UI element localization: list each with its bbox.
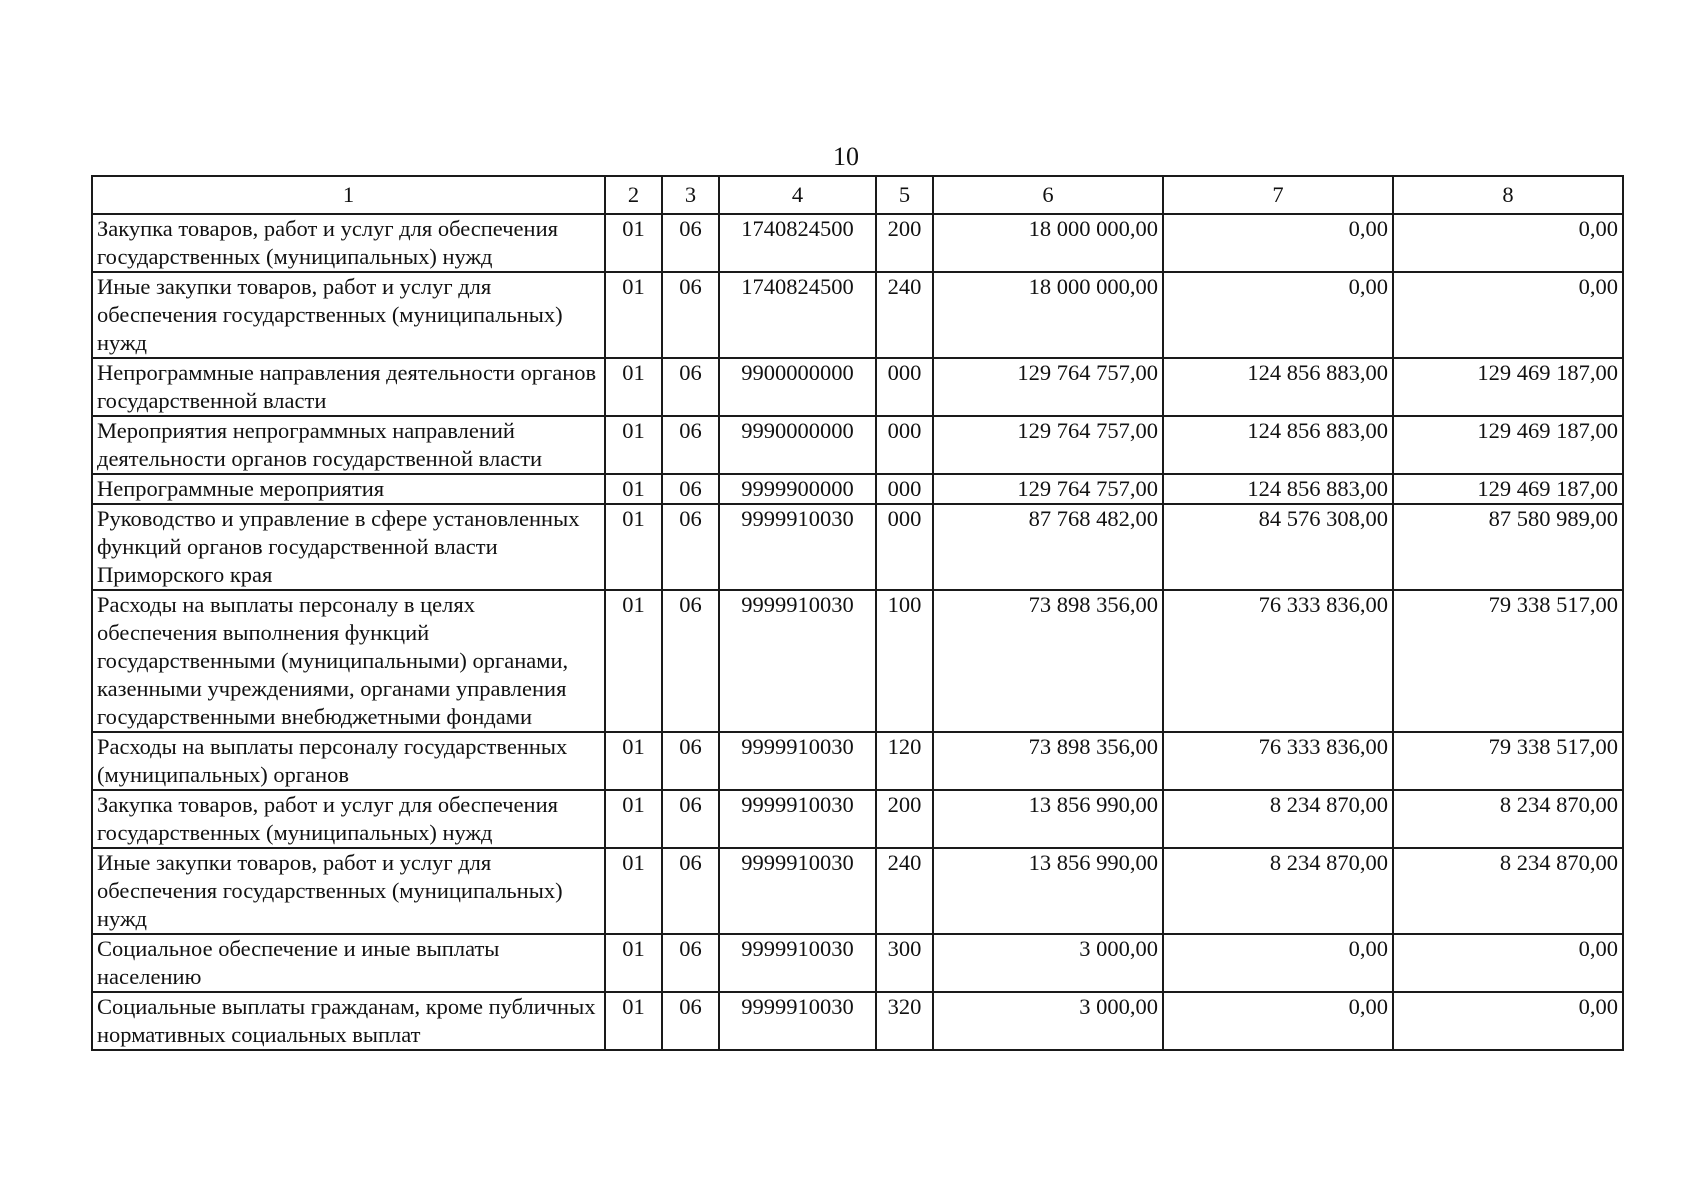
row-amount-col7: 0,00 [1163,934,1393,992]
row-amount-col7: 124 856 883,00 [1163,358,1393,416]
row-amount-col8: 129 469 187,00 [1393,358,1623,416]
row-amount-col8: 129 469 187,00 [1393,416,1623,474]
row-amount-col6: 129 764 757,00 [933,416,1163,474]
header-row [92,176,1623,214]
table-row [92,416,1623,474]
row-name: Руководство и управление в сфере установленных функций органов государственной власти Приморского края [92,504,605,590]
table-row [92,790,1623,848]
row-section-code: 01 [605,504,662,590]
table-row [92,474,1623,504]
row-name: Социальное обеспечение и иные выплаты населению [92,934,605,992]
row-subsection-code: 06 [662,272,719,358]
row-subsection-code: 06 [662,214,719,272]
table-row [92,272,1623,358]
table-row [92,358,1623,416]
row-target-code: 9999910030 [719,590,876,732]
row-expense-type-code: 300 [876,934,933,992]
header-cell-3: 3 [662,176,719,214]
row-amount-col7: 76 333 836,00 [1163,732,1393,790]
row-name: Мероприятия непрограммных направлений деятельности органов государственной власти [92,416,605,474]
header-cell-6: 6 [933,176,1163,214]
row-amount-col7: 76 333 836,00 [1163,590,1393,732]
row-target-code: 9999900000 [719,474,876,504]
row-amount-col6: 73 898 356,00 [933,732,1163,790]
row-target-code: 1740824500 [719,272,876,358]
row-section-code: 01 [605,474,662,504]
row-amount-col7: 0,00 [1163,214,1393,272]
table-row [92,732,1623,790]
row-target-code: 9999910030 [719,504,876,590]
row-amount-col8: 0,00 [1393,992,1623,1050]
row-target-code: 9999910030 [719,732,876,790]
row-expense-type-code: 200 [876,790,933,848]
row-section-code: 01 [605,732,662,790]
row-name: Расходы на выплаты персоналу в целях обеспечения выполнения функций государственными (муниципальными) органами, казенными учреждениями, органами управления государственными внебюджетными фондами [92,590,605,732]
row-amount-col7: 8 234 870,00 [1163,848,1393,934]
row-amount-col6: 13 856 990,00 [933,790,1163,848]
row-amount-col8: 87 580 989,00 [1393,504,1623,590]
row-amount-col7: 124 856 883,00 [1163,416,1393,474]
row-expense-type-code: 000 [876,504,933,590]
row-amount-col8: 79 338 517,00 [1393,590,1623,732]
row-subsection-code: 06 [662,504,719,590]
row-section-code: 01 [605,358,662,416]
row-target-code: 9999910030 [719,848,876,934]
table-row [92,992,1623,1050]
row-name: Иные закупки товаров, работ и услуг для обеспечения государственных (муниципальных) нужд [92,272,605,358]
header-cell-1: 1 [92,176,605,214]
row-amount-col6: 13 856 990,00 [933,848,1163,934]
table-row [92,504,1623,590]
header-cell-8: 8 [1393,176,1623,214]
row-amount-col6: 129 764 757,00 [933,358,1163,416]
row-expense-type-code: 240 [876,848,933,934]
row-section-code: 01 [605,790,662,848]
row-amount-col6: 87 768 482,00 [933,504,1163,590]
row-subsection-code: 06 [662,590,719,732]
header-cell-2: 2 [605,176,662,214]
table-row [92,590,1623,732]
row-expense-type-code: 200 [876,214,933,272]
row-subsection-code: 06 [662,732,719,790]
row-subsection-code: 06 [662,358,719,416]
page-number: 10 [833,142,859,171]
row-name: Расходы на выплаты персоналу государственных (муниципальных) органов [92,732,605,790]
row-name: Закупка товаров, работ и услуг для обеспечения государственных (муниципальных) нужд [92,790,605,848]
row-section-code: 01 [605,214,662,272]
header-cell-7: 7 [1163,176,1393,214]
row-amount-col7: 124 856 883,00 [1163,474,1393,504]
row-target-code: 9999910030 [719,934,876,992]
row-amount-col6: 73 898 356,00 [933,590,1163,732]
row-expense-type-code: 320 [876,992,933,1050]
row-amount-col6: 3 000,00 [933,992,1163,1050]
row-amount-col7: 84 576 308,00 [1163,504,1393,590]
header-cell-4: 4 [719,176,876,214]
row-section-code: 01 [605,848,662,934]
row-name: Закупка товаров, работ и услуг для обеспечения государственных (муниципальных) нужд [92,214,605,272]
row-amount-col6: 18 000 000,00 [933,272,1163,358]
row-amount-col6: 3 000,00 [933,934,1163,992]
row-section-code: 01 [605,934,662,992]
row-subsection-code: 06 [662,790,719,848]
row-name: Непрограммные направления деятельности органов государственной власти [92,358,605,416]
row-amount-col6: 129 764 757,00 [933,474,1163,504]
row-amount-col8: 0,00 [1393,272,1623,358]
row-subsection-code: 06 [662,934,719,992]
row-amount-col8: 0,00 [1393,214,1623,272]
row-amount-col8: 8 234 870,00 [1393,848,1623,934]
row-subsection-code: 06 [662,848,719,934]
row-amount-col7: 0,00 [1163,992,1393,1050]
row-expense-type-code: 100 [876,590,933,732]
row-expense-type-code: 000 [876,358,933,416]
row-target-code: 9990000000 [719,416,876,474]
row-section-code: 01 [605,416,662,474]
row-amount-col8: 79 338 517,00 [1393,732,1623,790]
row-target-code: 9900000000 [719,358,876,416]
row-amount-col7: 0,00 [1163,272,1393,358]
table-row [92,934,1623,992]
row-name: Социальные выплаты гражданам, кроме публичных нормативных социальных выплат [92,992,605,1050]
table-row [92,214,1623,272]
row-amount-col7: 8 234 870,00 [1163,790,1393,848]
row-amount-col8: 0,00 [1393,934,1623,992]
table-row [92,848,1623,934]
row-subsection-code: 06 [662,474,719,504]
row-target-code: 9999910030 [719,992,876,1050]
row-section-code: 01 [605,992,662,1050]
row-amount-col6: 18 000 000,00 [933,214,1163,272]
row-expense-type-code: 000 [876,416,933,474]
row-section-code: 01 [605,590,662,732]
row-expense-type-code: 000 [876,474,933,504]
row-subsection-code: 06 [662,416,719,474]
row-target-code: 9999910030 [719,790,876,848]
row-name: Непрограммные мероприятия [92,474,605,504]
header-cell-5: 5 [876,176,933,214]
row-section-code: 01 [605,272,662,358]
row-target-code: 1740824500 [719,214,876,272]
row-expense-type-code: 120 [876,732,933,790]
budget-table [91,175,1624,1051]
row-name: Иные закупки товаров, работ и услуг для обеспечения государственных (муниципальных) нужд [92,848,605,934]
row-amount-col8: 8 234 870,00 [1393,790,1623,848]
row-expense-type-code: 240 [876,272,933,358]
row-amount-col8: 129 469 187,00 [1393,474,1623,504]
row-subsection-code: 06 [662,992,719,1050]
